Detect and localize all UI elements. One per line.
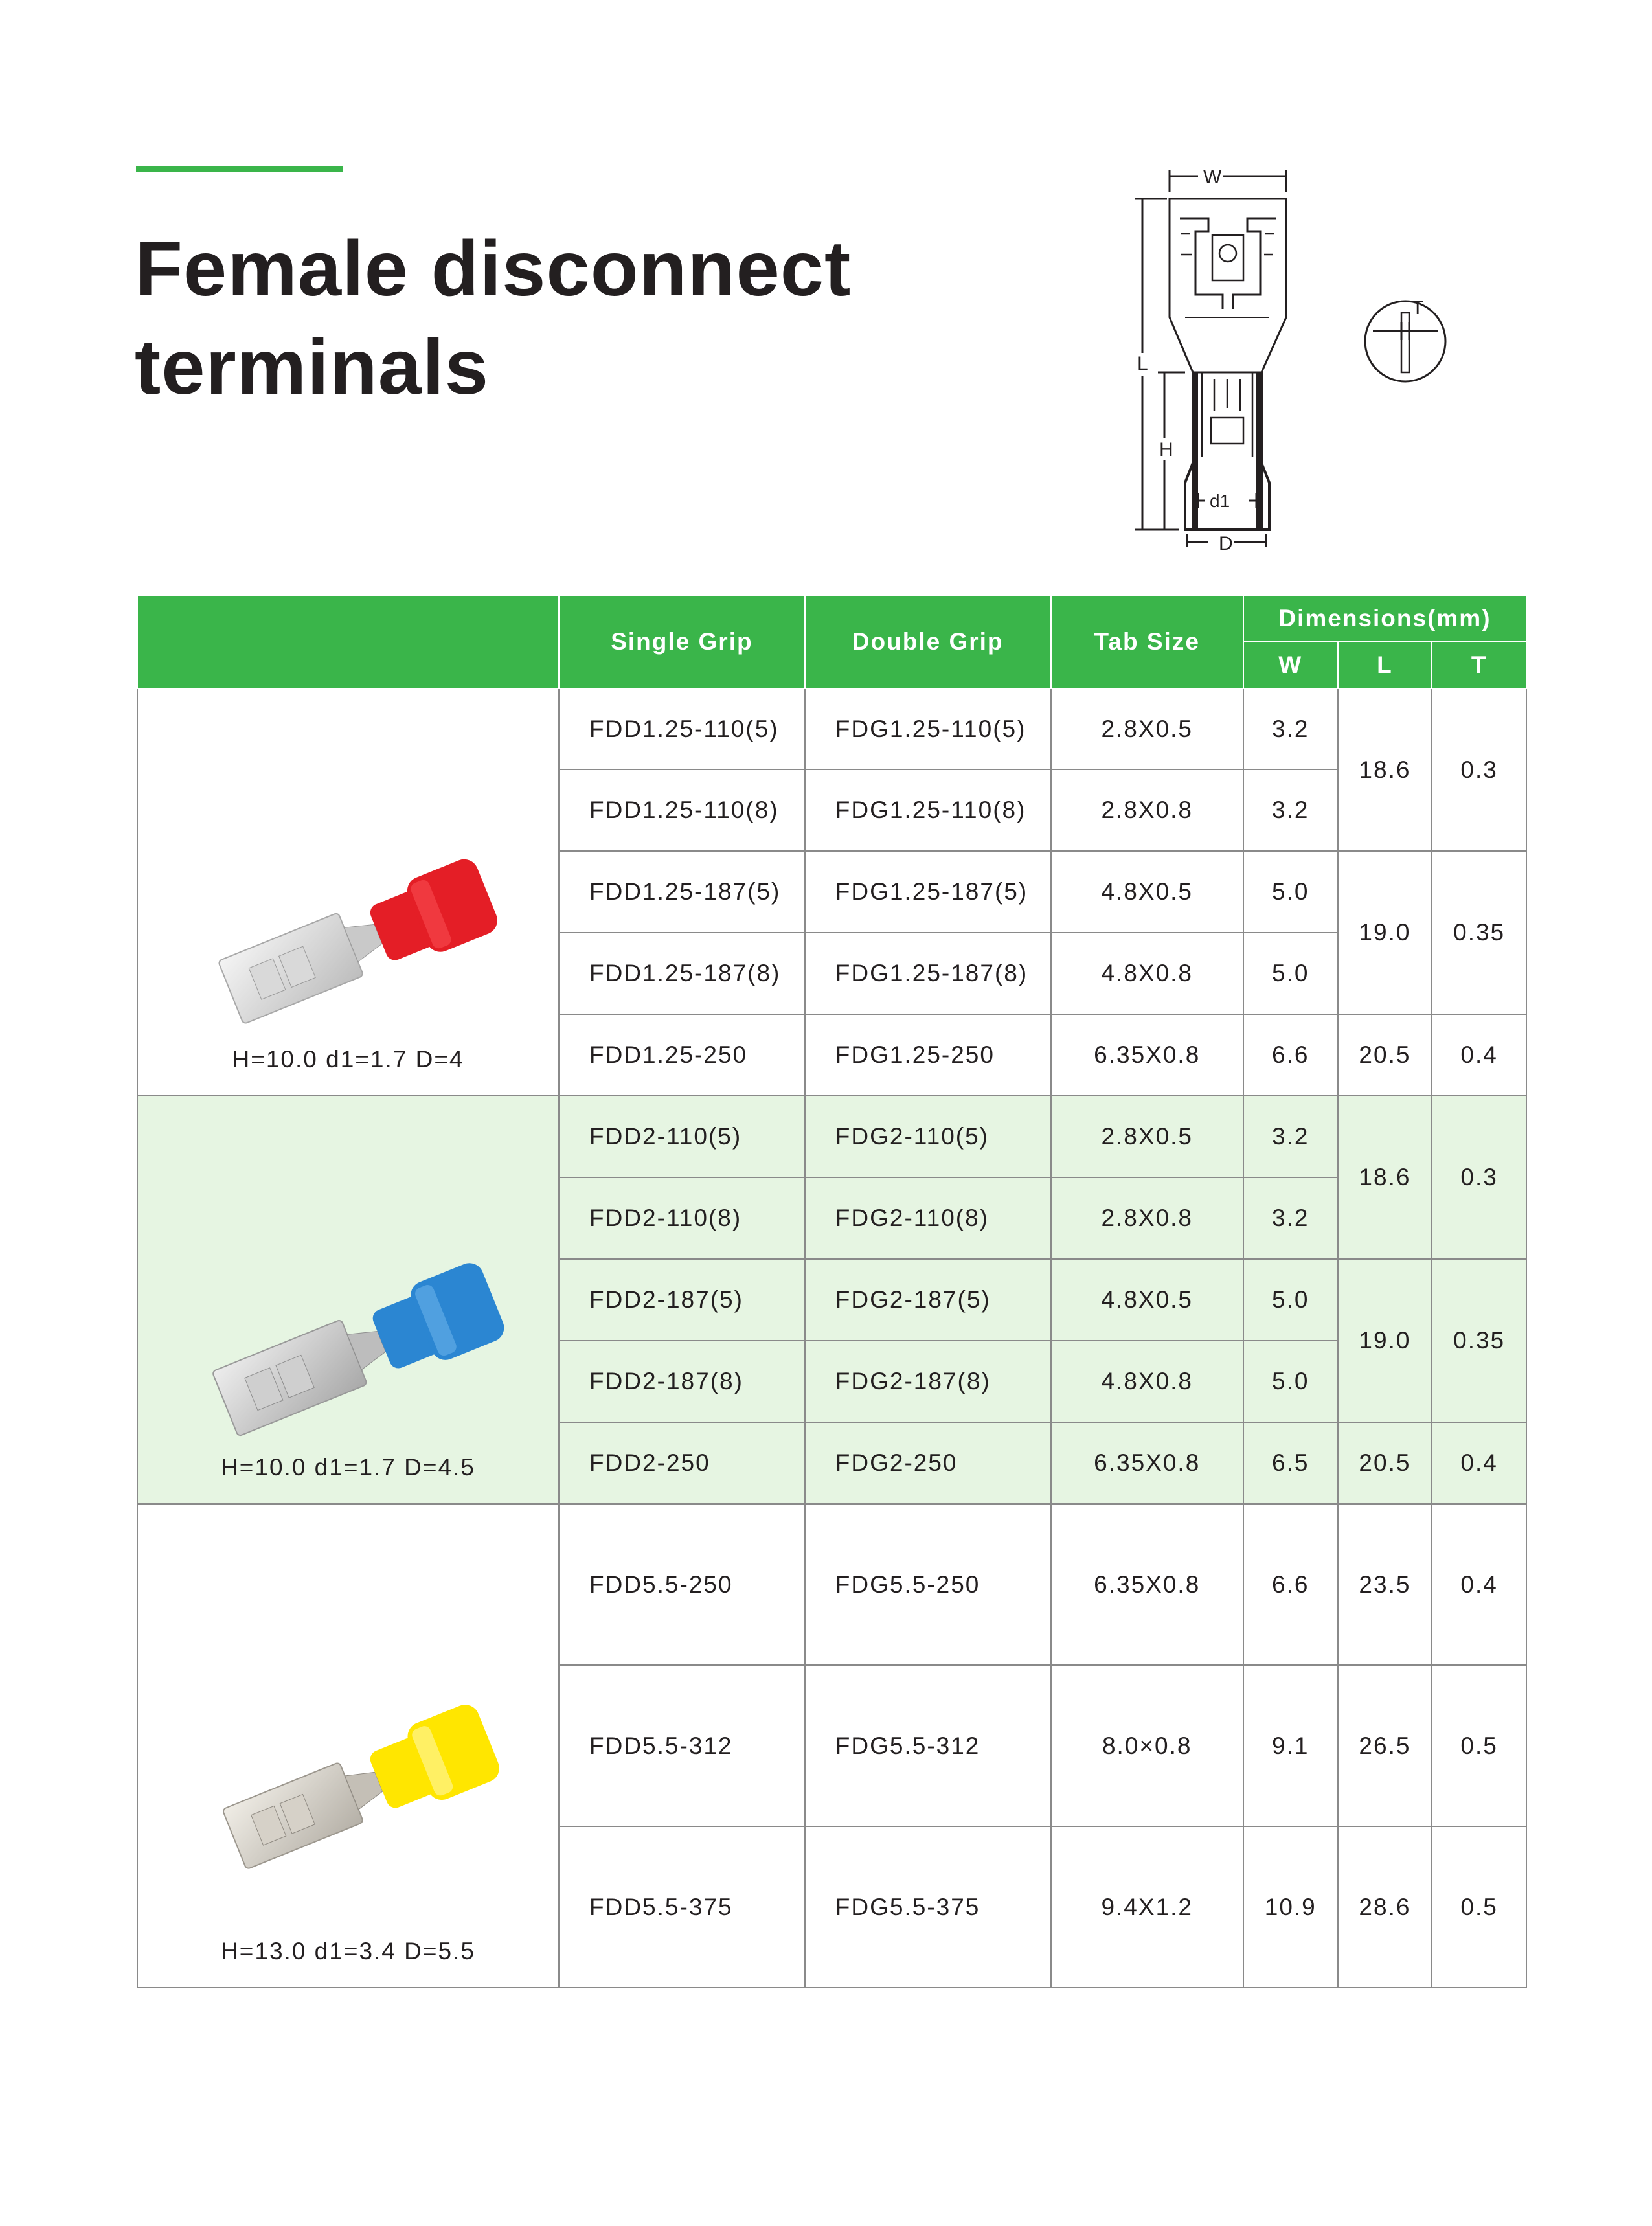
cell-tab: 4.8X0.5 (1051, 1259, 1243, 1341)
cell-l: 20.5 (1338, 1014, 1432, 1096)
cell-w: 5.0 (1243, 933, 1338, 1014)
cell-w: 3.2 (1243, 688, 1338, 769)
cell-t: 0.4 (1432, 1504, 1526, 1665)
cell-single: FDD1.25-110(8) (559, 769, 805, 851)
cell-l: 18.6 (1338, 1096, 1432, 1259)
cell-double: FDG1.25-187(5) (805, 851, 1051, 933)
cell-l: 19.0 (1338, 1259, 1432, 1422)
header-tab-size: Tab Size (1051, 595, 1243, 688)
cell-single: FDD2-250 (559, 1422, 805, 1504)
cell-tab: 8.0×0.8 (1051, 1665, 1243, 1826)
title-line-2: terminals (135, 323, 490, 411)
group-yellow (137, 1504, 1526, 1988)
cell-tab: 2.8X0.5 (1051, 688, 1243, 769)
cell-single: FDD1.25-250 (559, 1014, 805, 1096)
group-caption: H=10.0 d1=1.7 D=4 (232, 1046, 464, 1073)
cell-t: 0.5 (1432, 1665, 1526, 1826)
cell-w: 5.0 (1243, 1259, 1338, 1341)
cell-w: 3.2 (1243, 1177, 1338, 1259)
terminal-dimension-diagram (1094, 159, 1470, 573)
cell-single: FDD2-187(8) (559, 1341, 805, 1422)
cell-double: FDG1.25-110(8) (805, 769, 1051, 851)
table-row (137, 1504, 1526, 1665)
product-image-cell (137, 688, 559, 1096)
title-line-1: Female disconnect (135, 224, 852, 312)
diagram-label-d1: d1 (1210, 491, 1230, 511)
cell-l: 19.0 (1338, 851, 1432, 1014)
cell-t: 0.35 (1432, 1259, 1526, 1422)
cell-t: 0.4 (1432, 1014, 1526, 1096)
header-image-blank (137, 595, 559, 688)
cell-w: 6.6 (1243, 1014, 1338, 1096)
header-single-grip: Single Grip (559, 595, 805, 688)
cell-t: 0.4 (1432, 1422, 1526, 1504)
cell-w: 6.5 (1243, 1422, 1338, 1504)
header-l: L (1338, 642, 1432, 688)
cell-tab: 9.4X1.2 (1051, 1826, 1243, 1988)
cell-l: 26.5 (1338, 1665, 1432, 1826)
cell-w: 9.1 (1243, 1665, 1338, 1826)
cell-t: 0.3 (1432, 1096, 1526, 1259)
cell-double: FDG2-187(5) (805, 1259, 1051, 1341)
cell-w: 5.0 (1243, 851, 1338, 933)
cell-single: FDD5.5-312 (559, 1665, 805, 1826)
page-title (135, 219, 851, 416)
cell-tab: 4.8X0.5 (1051, 851, 1243, 933)
cell-w: 3.2 (1243, 769, 1338, 851)
cell-w: 3.2 (1243, 1096, 1338, 1177)
cell-tab: 2.8X0.5 (1051, 1096, 1243, 1177)
cell-tab: 6.35X0.8 (1051, 1504, 1243, 1665)
cell-double: FDG1.25-250 (805, 1014, 1051, 1096)
diagram-label-l: L (1137, 353, 1148, 374)
cell-tab: 4.8X0.8 (1051, 1341, 1243, 1422)
cell-tab: 6.35X0.8 (1051, 1422, 1243, 1504)
cell-t: 0.5 (1432, 1826, 1526, 1988)
cell-l: 18.6 (1338, 688, 1432, 851)
cell-double: FDG2-250 (805, 1422, 1051, 1504)
table-row (137, 688, 1526, 769)
cell-double: FDG5.5-312 (805, 1665, 1051, 1826)
group-red (137, 688, 1526, 1096)
header-dimensions: Dimensions(mm) (1243, 595, 1526, 642)
product-image-cell (137, 1096, 559, 1504)
cell-w: 5.0 (1243, 1341, 1338, 1422)
table-row (137, 1096, 1526, 1177)
cell-w: 10.9 (1243, 1826, 1338, 1988)
blue-terminal-image (180, 1221, 517, 1454)
cell-w: 6.6 (1243, 1504, 1338, 1665)
group-blue (137, 1096, 1526, 1504)
cell-l: 28.6 (1338, 1826, 1432, 1988)
cell-t: 0.35 (1432, 851, 1526, 1014)
cell-double: FDG1.25-110(5) (805, 688, 1051, 769)
header-double-grip: Double Grip (805, 595, 1051, 688)
product-image-cell (137, 1504, 559, 1988)
header-w: W (1243, 642, 1338, 688)
cell-t: 0.3 (1432, 688, 1526, 851)
cell-tab: 4.8X0.8 (1051, 933, 1243, 1014)
cell-single: FDD2-110(8) (559, 1177, 805, 1259)
cell-l: 23.5 (1338, 1504, 1432, 1665)
cell-double: FDG2-110(5) (805, 1096, 1051, 1177)
cell-single: FDD1.25-187(8) (559, 933, 805, 1014)
diagram-label-d: D (1219, 533, 1233, 554)
group-caption: H=10.0 d1=1.7 D=4.5 (221, 1454, 475, 1481)
title-accent-line (136, 166, 343, 172)
group-caption: H=13.0 d1=3.4 D=5.5 (221, 1938, 475, 1964)
red-terminal-image (180, 813, 517, 1046)
diagram-label-w: W (1203, 166, 1222, 188)
cell-single: FDD1.25-110(5) (559, 688, 805, 769)
diagram-label-h: H (1159, 439, 1173, 460)
cell-double: FDG1.25-187(8) (805, 933, 1051, 1014)
cell-tab: 2.8X0.8 (1051, 769, 1243, 851)
cell-double: FDG5.5-375 (805, 1826, 1051, 1988)
cell-double: FDG2-187(8) (805, 1341, 1051, 1422)
cell-single: FDD1.25-187(5) (559, 851, 805, 933)
cell-double: FDG2-110(8) (805, 1177, 1051, 1259)
cell-single: FDD5.5-250 (559, 1504, 805, 1665)
cell-double: FDG5.5-250 (805, 1504, 1051, 1665)
cell-tab: 2.8X0.8 (1051, 1177, 1243, 1259)
header-t: T (1432, 642, 1526, 688)
cell-single: FDD2-187(5) (559, 1259, 805, 1341)
cell-single: FDD2-110(5) (559, 1096, 805, 1177)
spec-table (137, 595, 1527, 1988)
diagram-label-t: T (1412, 297, 1424, 319)
cell-l: 20.5 (1338, 1422, 1432, 1504)
cell-single: FDD5.5-375 (559, 1826, 805, 1988)
yellow-terminal-image (180, 1659, 517, 1892)
cell-tab: 6.35X0.8 (1051, 1014, 1243, 1096)
